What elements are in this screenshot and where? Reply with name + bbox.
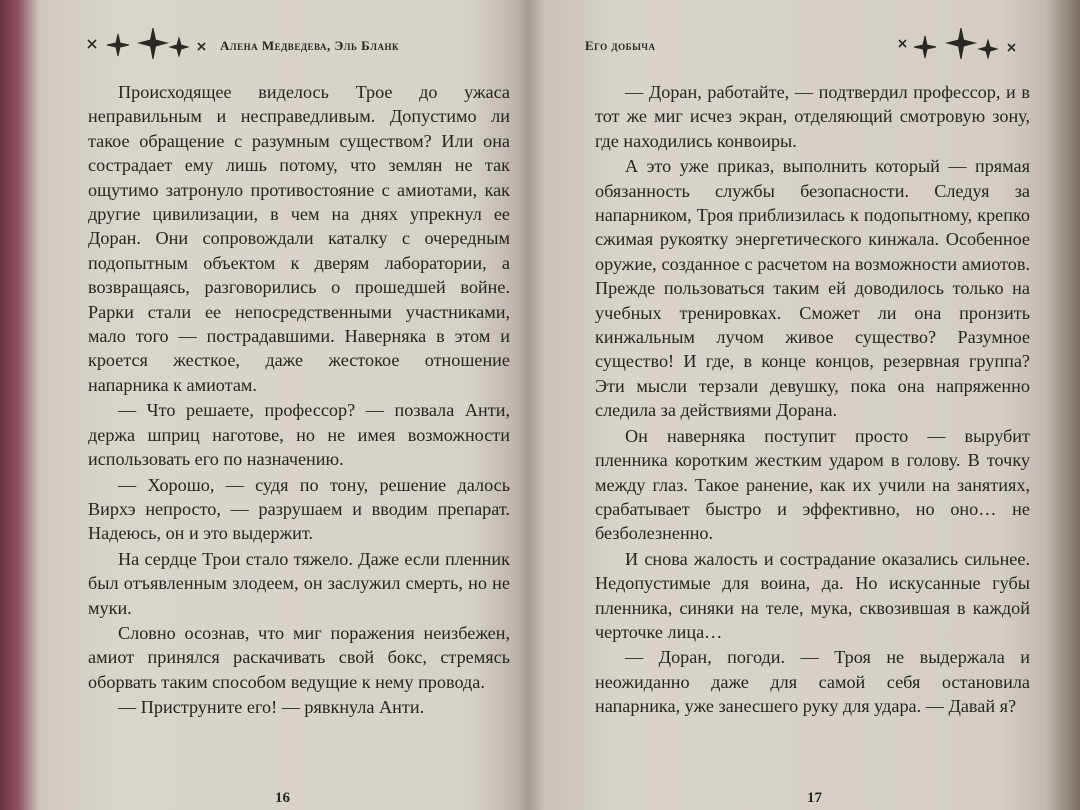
right-page bbox=[585, 0, 1030, 810]
paragraph: Он наверняка поступит просто — вырубит пленника коротким жестким ударом в голову. В точку между глаз. Такое ранение, как их учили на занятиях, срабатывает быстро и эффективно, но оно… не безболезненно. bbox=[595, 425, 1030, 544]
paragraph: Словно осознав, что миг поражения неизбежен, амиот принялся раскачивать свой бокс, стремясь оборвать таким способом ведущие к нему провода. bbox=[88, 622, 510, 692]
star-ornament-icon bbox=[78, 28, 208, 68]
paragraph: И снова жалость и сострадание оказались сильнее. Недопустимые для воина, да. Но искусанные губы пленника, синяки на теле, мука, сквозившая в каждой черточке лица… bbox=[595, 548, 1030, 642]
left-page bbox=[70, 0, 510, 810]
running-header bbox=[585, 28, 1030, 68]
left-body-text bbox=[88, 80, 510, 721]
paragraph: Происходящее виделось Трое до ужаса неправильным и несправедливым. Допустимо ли такое обращение с разумным существом? Или она сострадает ему лишь потому, что землян не так ощутимо затронуло противостояние с амиотами, как другие цивилизации, в чем на днях упрекнул ее Доран. Они сопровождали каталку с очередным подопытным объектом к дверям лаборатории, а возвращаясь, разговорились о прошедшей войне. Рарки стали ее непосредственными участниками, мало того — пострадавшими. Наверняка в этом и кроется жесткое, даже жестокое отношение напарника к амиотам. bbox=[88, 82, 510, 395]
paragraph: На сердце Трои стало тяжело. Даже если пленник был отъявленным злодеем, он заслужил смерть, но не муки. bbox=[88, 548, 510, 618]
author-header: Алена Медведева, Эль Бланк bbox=[220, 38, 399, 53]
star-ornament-icon bbox=[895, 28, 1025, 68]
paragraph: — Доран, погоди. — Троя не выдержала и неожиданно даже для самой себя остановила напарника, уже занесшего руку для удара. — Давай я? bbox=[595, 647, 1030, 717]
paragraph: — Приструните его! — рявкнула Анти. bbox=[118, 697, 425, 718]
paragraph: — Хорошо, — судя по тону, решение далось Вирхэ непросто, — разрушаем и вводим препарат. Надеюсь, он и это выдержит. bbox=[88, 474, 510, 544]
running-header bbox=[70, 28, 510, 68]
paragraph: — Что решаете, профессор? — позвала Анти, держа шприц наготове, но не имея возможности использовать его по назначению. bbox=[88, 400, 510, 470]
paragraph: А это уже приказ, выполнить который — прямая обязанность службы безопасности. Следуя за напарником, Троя приблизилась к подопытному, крепко сжимая рукоятку энергетического кинжала. Особенное оружие, созданное с расчетом на возможности амиотов. Прежде пользоваться таким ей доводилось только на учебных тренировках. Сможет ли она пронзить кинжальным лучом живое существо? Разумное существо! И где, в конце концов, резервная группа? Эти мысли терзали девушку, пока она напряженно следила за действиями Дорана. bbox=[595, 156, 1030, 421]
page-number: 17 bbox=[807, 790, 822, 806]
paragraph: — Доран, работайте, — подтвердил профессор, и в тот же миг исчез экран, отделяющий смотровую зону, где находились конвоиры. bbox=[595, 82, 1030, 151]
page-number: 16 bbox=[275, 790, 290, 806]
right-body-text bbox=[595, 80, 1030, 720]
book-title-header: Его добыча bbox=[585, 38, 656, 53]
